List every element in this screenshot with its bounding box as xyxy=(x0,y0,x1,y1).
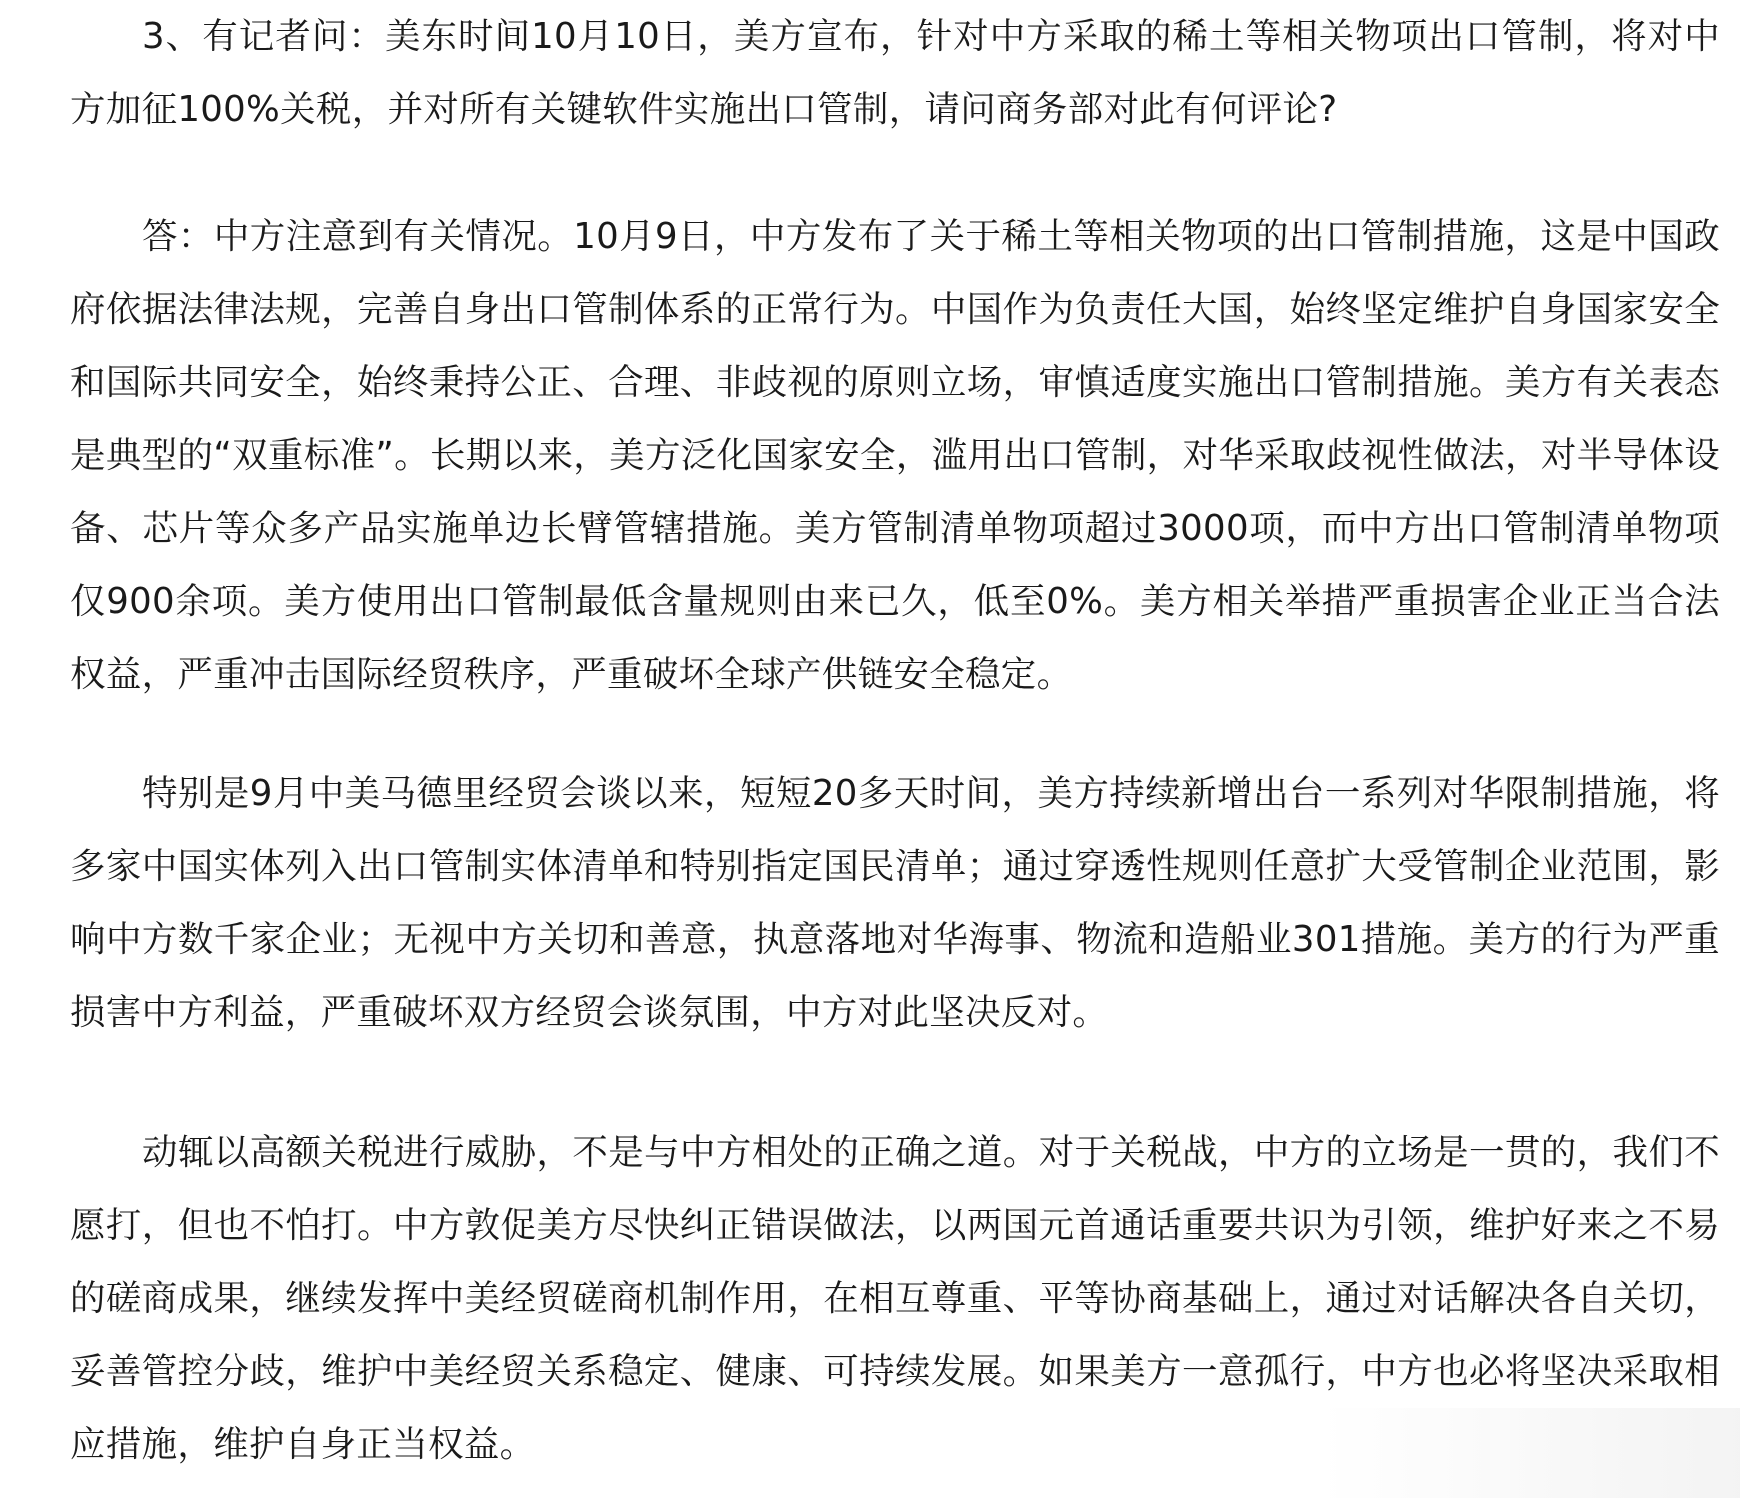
bottom-right-fade-overlay xyxy=(1320,1408,1740,1498)
answer-paragraph: 答：中方注意到有关情况。10月9日，中方发布了关于稀土等相关物项的出口管制措施，这是中国政府依据法律法规，完善自身出口管制体系的正常行为。中国作为负责任大国，始终坚定维护自身国家安全和国际共同安全，始终秉持公正、合理、非歧视的原则立场，审慎适度实施出口管制措施。美方有关表态是典型的“双重标准”。长期以来，美方泛化国家安全，滥用出口管制，对华采取歧视性做法，对半导体设备、芯片等众多产品实施单边长臂管辖措施。美方管制清单物项超过3000项，而中方出口管制清单物项仅900余项。美方使用出口管制最低含量规则由来已久，低至0%。美方相关举措严重损害企业正当合法权益，严重冲击国际经贸秩序，严重破坏全球产供链安全稳定。 xyxy=(70,216,1720,695)
tariff-stance-paragraph: 动辄以高额关税进行威胁，不是与中方相处的正确之道。对于关税战，中方的立场是一贯的，我们不愿打，但也不怕打。中方敦促美方尽快纠正错误做法，以两国元首通话重要共识为引领，维护好来之不易的磋商成果，继续发挥中美经贸磋商机制作用，在相互尊重、平等协商基础上，通过对话解决各自关切，妥善管控分歧，维护中美经贸关系稳定、健康、可持续发展。如果美方一意孤行，中方也必将坚决采取相应措施，维护自身正当权益。 xyxy=(70,1132,1720,1465)
madrid-talks-paragraph: 特别是9月中美马德里经贸会谈以来，短短20多天时间，美方持续新增出台一系列对华限制措施，将多家中国实体列入出口管制实体清单和特别指定国民清单；通过穿透性规则任意扩大受管制企业范围，影响中方数千家企业；无视中方关切和善意，执意落地对华海事、物流和造船业301措施。美方的行为严重损害中方利益，严重破坏双方经贸会谈氛围，中方对此坚决反对。 xyxy=(70,773,1720,1033)
question-paragraph: 3、有记者问：美东时间10月10日，美方宣布，针对中方采取的稀土等相关物项出口管制，将对中方加征100%关税，并对所有关键软件实施出口管制，请问商务部对此有何评论? xyxy=(70,16,1720,130)
